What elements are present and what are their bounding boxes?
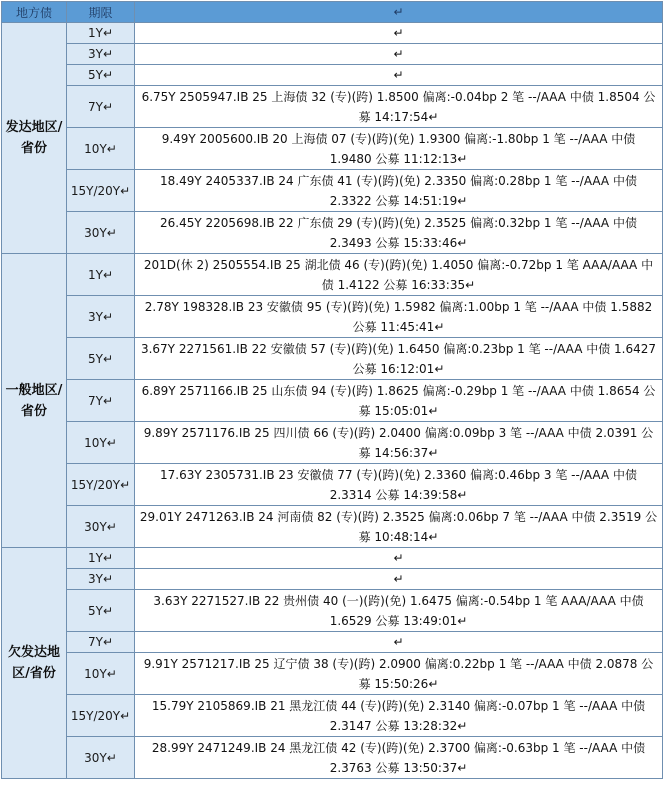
table-row	[2, 296, 663, 338]
quote-cell: 26.45Y 2205698.IB 22 广东债 29 (专)(跨)(免) 2.3525 偏离:0.32bp 1 笔 --/AAA 中债 2.3493 公募 15:33:46↵	[135, 212, 663, 254]
table-row	[2, 548, 663, 569]
term-cell: 30Y↵	[67, 212, 135, 254]
quote-cell: 9.89Y 2571176.IB 25 四川债 66 (专)(跨) 2.0400 偏离:0.09bp 3 笔 --/AAA 中债 2.0391 公募 14:56:37↵	[135, 422, 663, 464]
table-row	[2, 590, 663, 632]
table-row	[2, 569, 663, 590]
term-cell: 15Y/20Y↵	[67, 695, 135, 737]
quote-cell: ↵	[135, 548, 663, 569]
term-cell: 1Y↵	[67, 254, 135, 296]
quote-cell: ↵	[135, 44, 663, 65]
term-cell: 7Y↵	[67, 86, 135, 128]
region-cell: 发达地区/省份	[2, 23, 67, 254]
quote-cell: ↵	[135, 632, 663, 653]
quote-cell: 6.89Y 2571166.IB 25 山东债 94 (专)(跨) 1.8625 偏离:-0.29bp 1 笔 --/AAA 中债 1.8654 公募 15:05:01↵	[135, 380, 663, 422]
term-cell: 1Y↵	[67, 23, 135, 44]
table-row	[2, 212, 663, 254]
quote-cell: 15.79Y 2105869.IB 21 黑龙江债 44 (专)(跨)(免) 2.3140 偏离:-0.07bp 1 笔 --/AAA 中债 2.3147 公募 13:28:32↵	[135, 695, 663, 737]
term-cell: 3Y↵	[67, 296, 135, 338]
table-row	[2, 86, 663, 128]
table-row	[2, 23, 663, 44]
term-cell: 10Y↵	[67, 128, 135, 170]
quote-cell: 9.49Y 2005600.IB 20 上海债 07 (专)(跨)(免) 1.9300 偏离:-1.80bp 1 笔 --/AAA 中债 1.9480 公募 11:12:13↵	[135, 128, 663, 170]
quote-cell: 18.49Y 2405337.IB 24 广东债 41 (专)(跨)(免) 2.3350 偏离:0.28bp 1 笔 --/AAA 中债 2.3322 公募 14:51:19↵	[135, 170, 663, 212]
table-row	[2, 254, 663, 296]
quote-cell: ↵	[135, 65, 663, 86]
term-cell: 15Y/20Y↵	[67, 464, 135, 506]
term-cell: 3Y↵	[67, 569, 135, 590]
table-row	[2, 737, 663, 779]
term-cell: 7Y↵	[67, 380, 135, 422]
table-row	[2, 65, 663, 86]
local-bond-quote-table	[1, 1, 663, 779]
term-cell: 30Y↵	[67, 506, 135, 548]
term-cell: 15Y/20Y↵	[67, 170, 135, 212]
term-cell: 5Y↵	[67, 338, 135, 380]
quote-cell: 28.99Y 2471249.IB 24 黑龙江债 42 (专)(跨)(免) 2.3700 偏离:-0.63bp 1 笔 --/AAA 中债 2.3763 公募 13:50:37↵	[135, 737, 663, 779]
table-row	[2, 422, 663, 464]
table-row	[2, 632, 663, 653]
table-row	[2, 170, 663, 212]
term-cell: 10Y↵	[67, 653, 135, 695]
quote-cell: ↵	[135, 23, 663, 44]
term-cell: 3Y↵	[67, 44, 135, 65]
quote-cell: 3.63Y 2271527.IB 22 贵州债 40 (一)(跨)(免) 1.6475 偏离:-0.54bp 1 笔 AAA/AAA 中债 1.6529 公募 13:49:01↵	[135, 590, 663, 632]
quote-cell: 9.91Y 2571217.IB 25 辽宁债 38 (专)(跨) 2.0900 偏离:0.22bp 1 笔 --/AAA 中债 2.0878 公募 15:50:26↵	[135, 653, 663, 695]
header-term: 期限	[67, 2, 135, 23]
term-cell: 5Y↵	[67, 65, 135, 86]
quote-cell: 201D(休 2) 2505554.IB 25 湖北债 46 (专)(跨)(免) 1.4050 偏离:-0.72bp 1 笔 AAA/AAA 中债 1.4122 公募 16:33:35↵	[135, 254, 663, 296]
table-row	[2, 506, 663, 548]
term-cell: 1Y↵	[67, 548, 135, 569]
term-cell: 7Y↵	[67, 632, 135, 653]
table-row	[2, 44, 663, 65]
term-cell: 5Y↵	[67, 590, 135, 632]
table-row	[2, 464, 663, 506]
quote-cell: ↵	[135, 569, 663, 590]
table-body	[2, 23, 663, 779]
header-region: 地方债	[2, 2, 67, 23]
quote-cell: 3.67Y 2271561.IB 22 安徽债 57 (专)(跨)(免) 1.6450 偏离:0.23bp 1 笔 --/AAA 中债 1.6427 公募 16:12:01↵	[135, 338, 663, 380]
table-row	[2, 695, 663, 737]
header-quote: ↵	[135, 2, 663, 23]
quote-cell: 17.63Y 2305731.IB 23 安徽债 77 (专)(跨)(免) 2.3360 偏离:0.46bp 3 笔 --/AAA 中债 2.3314 公募 14:39:58↵	[135, 464, 663, 506]
region-cell: 欠发达地区/省份	[2, 548, 67, 779]
table-row	[2, 128, 663, 170]
quote-cell: 2.78Y 198328.IB 23 安徽债 95 (专)(跨)(免) 1.5982 偏离:1.00bp 1 笔 --/AAA 中债 1.5882 公募 11:45:41↵	[135, 296, 663, 338]
quote-cell: 29.01Y 2471263.IB 24 河南债 82 (专)(跨) 2.3525 偏离:0.06bp 7 笔 --/AAA 中债 2.3519 公募 10:48:14↵	[135, 506, 663, 548]
table-row	[2, 653, 663, 695]
quote-cell: 6.75Y 2505947.IB 25 上海债 32 (专)(跨) 1.8500 偏离:-0.04bp 2 笔 --/AAA 中债 1.8504 公募 14:17:54↵	[135, 86, 663, 128]
table-row	[2, 380, 663, 422]
table-header-row	[2, 2, 663, 23]
region-cell: 一般地区/省份	[2, 254, 67, 548]
term-cell: 10Y↵	[67, 422, 135, 464]
term-cell: 30Y↵	[67, 737, 135, 779]
table-row	[2, 338, 663, 380]
